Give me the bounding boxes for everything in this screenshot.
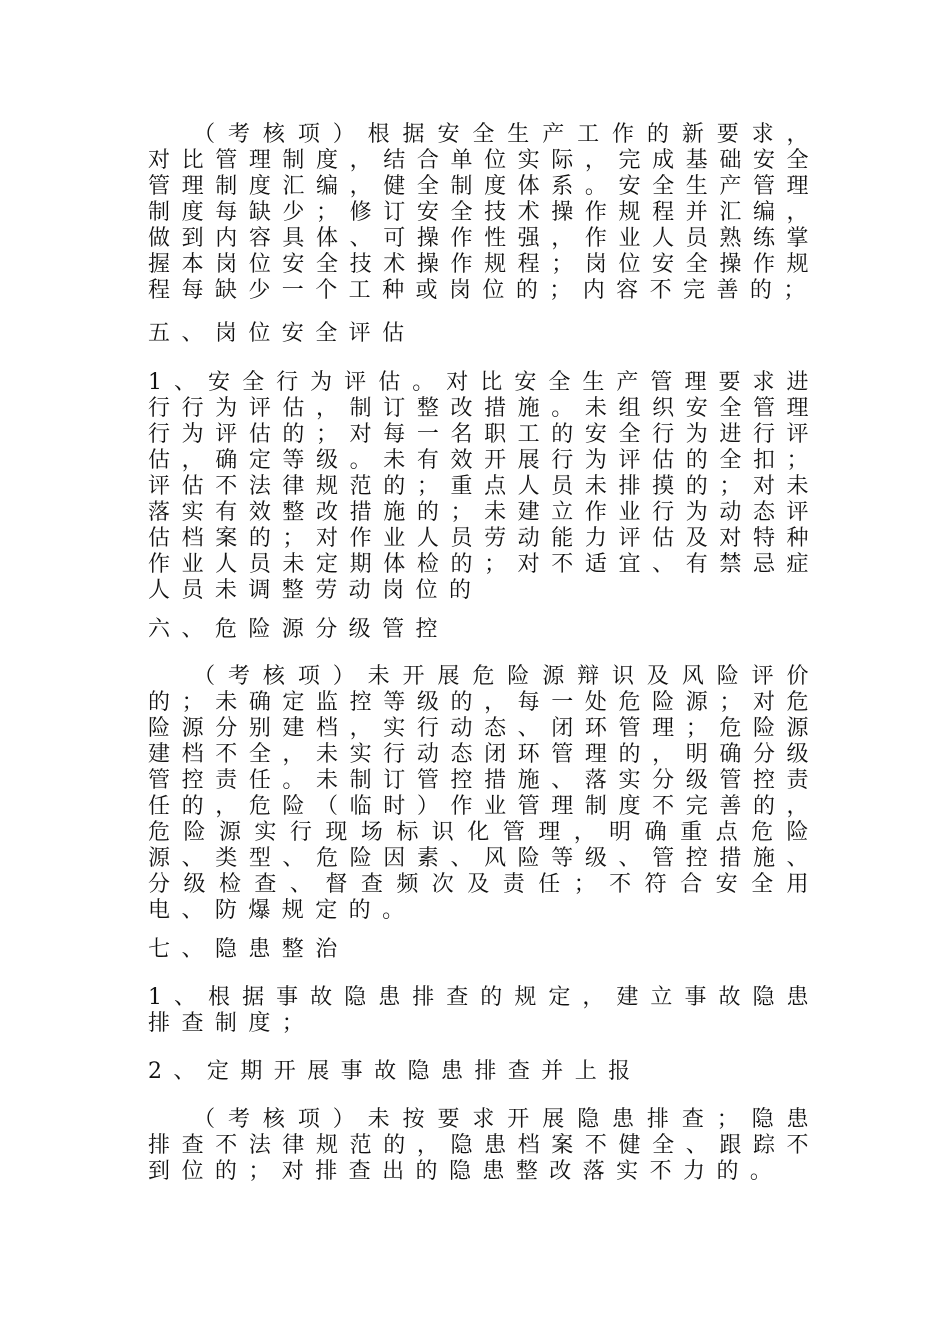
- paragraph-hazard-report: 2、定期开展事故隐患排查并上报: [148, 1059, 642, 1084]
- paragraph-behavior-assessment: 1、安全行为评估。对比安全生产管理要求进行行为评估，制订整改措施。未组织安全管理行为评估的；对每一名职工的安全行为进行评估，确定等级。未有效开展行为评估的全扣；评估不法律规范的；重点人员未排摸的；对未落实有效整改措施的；未建立作业行为动态评估档案的；对作业人员劳动能力评估及对特种作业人员未定期体检的；对不适宜、有禁忌症人员未调整劳动岗位的: [148, 370, 820, 603]
- paragraph-hazard-system: 1、根据事故隐患排查的规定，建立事故隐患排查制度；: [148, 985, 820, 1036]
- paragraph-assessment-safety-rules: （考核项）根据安全生产工作的新要求，对比管理制度，结合单位实际，完成基础安全管理制度汇编，健全制度体系。安全生产管理制度每缺少；修订安全技术操作规程并汇编，做到内容具体、可操作性强，作业人员熟练掌握本岗位安全技术操作规程；岗位安全操作规程每缺少一个工种或岗位的；内容不完善的；: [148, 122, 820, 303]
- paragraph-hazard-assessment: （考核项）未按要求开展隐患排查；隐患排查不法律规范的，隐患档案不健全、跟踪不到位的；对排查出的隐患整改落实不力的。: [148, 1107, 820, 1184]
- section-heading-6: 六、危险源分级管控: [148, 617, 449, 642]
- section-heading-5: 五、岗位安全评估: [148, 321, 416, 346]
- section-heading-7: 七、隐患整治: [148, 937, 349, 962]
- paragraph-hazard-control: （考核项）未开展危险源辩识及风险评价的；未确定监控等级的，每一处危险源；对危险源分别建档，实行动态、闭环管理；危险源建档不全，未实行动态闭环管理的，明确分级管控责任。未制订管控措施、落实分级管控责任的，危险（临时）作业管理制度不完善的，危险源实行现场标识化管理，明确重点危险源、类型、危险因素、风险等级、管控措施、分级检查、督查频次及责任；不符合安全用电、防爆规定的。: [148, 664, 820, 923]
